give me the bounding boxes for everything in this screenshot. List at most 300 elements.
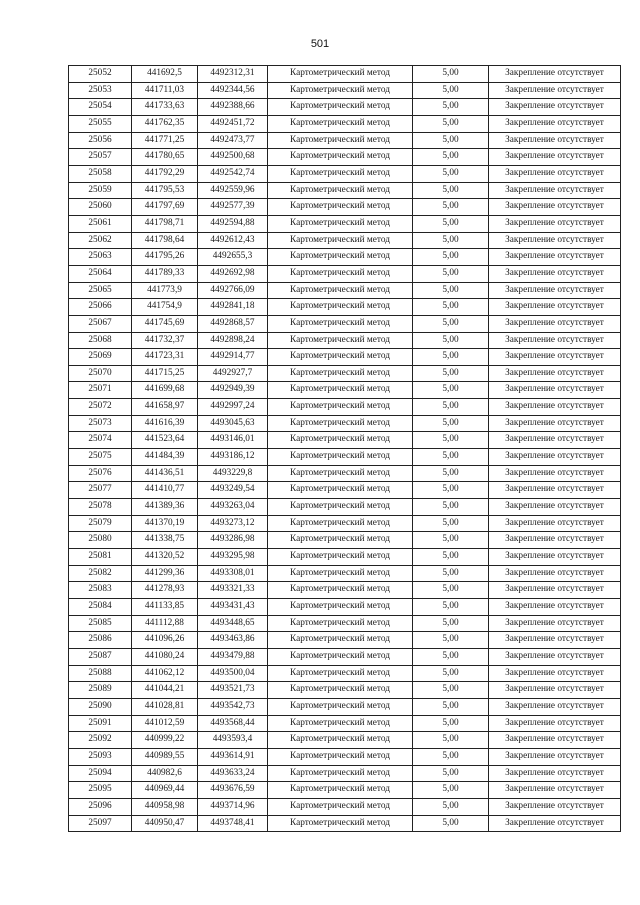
accuracy-cell: 5,00 bbox=[413, 482, 489, 499]
fixing-cell: Закрепление отсутствует bbox=[489, 698, 621, 715]
accuracy-cell: 5,00 bbox=[413, 415, 489, 432]
y-coordinate-cell: 4493676,59 bbox=[198, 782, 268, 799]
table-row bbox=[69, 332, 621, 349]
method-cell: Картометрический метод bbox=[268, 765, 413, 782]
point-number-cell: 25064 bbox=[69, 265, 132, 282]
accuracy-cell: 5,00 bbox=[413, 149, 489, 166]
point-number-cell: 25071 bbox=[69, 382, 132, 399]
table-row bbox=[69, 66, 621, 83]
method-cell: Картометрический метод bbox=[268, 315, 413, 332]
accuracy-cell: 5,00 bbox=[413, 782, 489, 799]
table-row bbox=[69, 665, 621, 682]
fixing-cell: Закрепление отсутствует bbox=[489, 315, 621, 332]
point-number-cell: 25065 bbox=[69, 282, 132, 299]
method-cell: Картометрический метод bbox=[268, 748, 413, 765]
table-row bbox=[69, 349, 621, 366]
point-number-cell: 25069 bbox=[69, 349, 132, 366]
table-body bbox=[69, 66, 621, 832]
accuracy-cell: 5,00 bbox=[413, 648, 489, 665]
method-cell: Картометрический метод bbox=[268, 582, 413, 599]
table-row bbox=[69, 132, 621, 149]
point-number-cell: 25070 bbox=[69, 365, 132, 382]
method-cell: Картометрический метод bbox=[268, 149, 413, 166]
x-coordinate-cell: 441732,37 bbox=[132, 332, 198, 349]
method-cell: Картометрический метод bbox=[268, 365, 413, 382]
fixing-cell: Закрепление отсутствует bbox=[489, 349, 621, 366]
accuracy-cell: 5,00 bbox=[413, 715, 489, 732]
accuracy-cell: 5,00 bbox=[413, 282, 489, 299]
x-coordinate-cell: 441692,5 bbox=[132, 66, 198, 83]
y-coordinate-cell: 4492927,7 bbox=[198, 365, 268, 382]
table-row bbox=[69, 265, 621, 282]
y-coordinate-cell: 4493448,65 bbox=[198, 615, 268, 632]
method-cell: Картометрический метод bbox=[268, 798, 413, 815]
accuracy-cell: 5,00 bbox=[413, 615, 489, 632]
accuracy-cell: 5,00 bbox=[413, 232, 489, 249]
fixing-cell: Закрепление отсутствует bbox=[489, 532, 621, 549]
fixing-cell: Закрепление отсутствует bbox=[489, 382, 621, 399]
point-number-cell: 25063 bbox=[69, 249, 132, 266]
accuracy-cell: 5,00 bbox=[413, 499, 489, 516]
point-number-cell: 25077 bbox=[69, 482, 132, 499]
fixing-cell: Закрепление отсутствует bbox=[489, 332, 621, 349]
method-cell: Картометрический метод bbox=[268, 382, 413, 399]
accuracy-cell: 5,00 bbox=[413, 265, 489, 282]
y-coordinate-cell: 4493286,98 bbox=[198, 532, 268, 549]
coordinates-table bbox=[68, 65, 621, 832]
accuracy-cell: 5,00 bbox=[413, 698, 489, 715]
table-row bbox=[69, 249, 621, 266]
y-coordinate-cell: 4493308,01 bbox=[198, 565, 268, 582]
accuracy-cell: 5,00 bbox=[413, 632, 489, 649]
x-coordinate-cell: 441484,39 bbox=[132, 449, 198, 466]
x-coordinate-cell: 441780,65 bbox=[132, 149, 198, 166]
table-row bbox=[69, 698, 621, 715]
table-row bbox=[69, 549, 621, 566]
fixing-cell: Закрепление отсутствует bbox=[489, 465, 621, 482]
accuracy-cell: 5,00 bbox=[413, 349, 489, 366]
point-number-cell: 25062 bbox=[69, 232, 132, 249]
fixing-cell: Закрепление отсутствует bbox=[489, 732, 621, 749]
method-cell: Картометрический метод bbox=[268, 399, 413, 416]
point-number-cell: 25093 bbox=[69, 748, 132, 765]
method-cell: Картометрический метод bbox=[268, 182, 413, 199]
point-number-cell: 25075 bbox=[69, 449, 132, 466]
x-coordinate-cell: 441012,59 bbox=[132, 715, 198, 732]
y-coordinate-cell: 4493431,43 bbox=[198, 599, 268, 616]
table-row bbox=[69, 365, 621, 382]
y-coordinate-cell: 4493273,12 bbox=[198, 515, 268, 532]
method-cell: Картометрический метод bbox=[268, 715, 413, 732]
point-number-cell: 25074 bbox=[69, 432, 132, 449]
point-number-cell: 25053 bbox=[69, 82, 132, 99]
x-coordinate-cell: 441715,25 bbox=[132, 365, 198, 382]
accuracy-cell: 5,00 bbox=[413, 315, 489, 332]
table-row bbox=[69, 782, 621, 799]
method-cell: Картометрический метод bbox=[268, 99, 413, 116]
point-number-cell: 25097 bbox=[69, 815, 132, 832]
y-coordinate-cell: 4492451,72 bbox=[198, 115, 268, 132]
point-number-cell: 25094 bbox=[69, 765, 132, 782]
fixing-cell: Закрепление отсутствует bbox=[489, 449, 621, 466]
x-coordinate-cell: 441299,36 bbox=[132, 565, 198, 582]
accuracy-cell: 5,00 bbox=[413, 582, 489, 599]
accuracy-cell: 5,00 bbox=[413, 815, 489, 832]
x-coordinate-cell: 441044,21 bbox=[132, 682, 198, 699]
y-coordinate-cell: 4492841,18 bbox=[198, 299, 268, 316]
table-row bbox=[69, 532, 621, 549]
method-cell: Картометрический метод bbox=[268, 265, 413, 282]
point-number-cell: 25058 bbox=[69, 165, 132, 182]
table-row bbox=[69, 165, 621, 182]
x-coordinate-cell: 441792,29 bbox=[132, 165, 198, 182]
x-coordinate-cell: 441771,25 bbox=[132, 132, 198, 149]
table-row bbox=[69, 182, 621, 199]
y-coordinate-cell: 4492914,77 bbox=[198, 349, 268, 366]
accuracy-cell: 5,00 bbox=[413, 665, 489, 682]
accuracy-cell: 5,00 bbox=[413, 165, 489, 182]
fixing-cell: Закрепление отсутствует bbox=[489, 798, 621, 815]
y-coordinate-cell: 4493249,54 bbox=[198, 482, 268, 499]
x-coordinate-cell: 441096,26 bbox=[132, 632, 198, 649]
point-number-cell: 25085 bbox=[69, 615, 132, 632]
method-cell: Картометрический метод bbox=[268, 532, 413, 549]
method-cell: Картометрический метод bbox=[268, 815, 413, 832]
method-cell: Картометрический метод bbox=[268, 232, 413, 249]
accuracy-cell: 5,00 bbox=[413, 449, 489, 466]
fixing-cell: Закрепление отсутствует bbox=[489, 615, 621, 632]
accuracy-cell: 5,00 bbox=[413, 549, 489, 566]
method-cell: Картометрический метод bbox=[268, 349, 413, 366]
x-coordinate-cell: 441773,9 bbox=[132, 282, 198, 299]
fixing-cell: Закрепление отсутствует bbox=[489, 249, 621, 266]
table-row bbox=[69, 515, 621, 532]
point-number-cell: 25054 bbox=[69, 99, 132, 116]
method-cell: Картометрический метод bbox=[268, 599, 413, 616]
accuracy-cell: 5,00 bbox=[413, 532, 489, 549]
x-coordinate-cell: 441523,64 bbox=[132, 432, 198, 449]
fixing-cell: Закрепление отсутствует bbox=[489, 665, 621, 682]
y-coordinate-cell: 4492344,56 bbox=[198, 82, 268, 99]
accuracy-cell: 5,00 bbox=[413, 365, 489, 382]
table-row bbox=[69, 315, 621, 332]
x-coordinate-cell: 441795,26 bbox=[132, 249, 198, 266]
point-number-cell: 25061 bbox=[69, 215, 132, 232]
method-cell: Картометрический метод bbox=[268, 648, 413, 665]
accuracy-cell: 5,00 bbox=[413, 82, 489, 99]
y-coordinate-cell: 4493500,04 bbox=[198, 665, 268, 682]
x-coordinate-cell: 441080,24 bbox=[132, 648, 198, 665]
x-coordinate-cell: 441370,19 bbox=[132, 515, 198, 532]
fixing-cell: Закрепление отсутствует bbox=[489, 549, 621, 566]
method-cell: Картометрический метод bbox=[268, 732, 413, 749]
fixing-cell: Закрепление отсутствует bbox=[489, 215, 621, 232]
fixing-cell: Закрепление отсутствует bbox=[489, 682, 621, 699]
point-number-cell: 25060 bbox=[69, 199, 132, 216]
fixing-cell: Закрепление отсутствует bbox=[489, 415, 621, 432]
point-number-cell: 25088 bbox=[69, 665, 132, 682]
fixing-cell: Закрепление отсутствует bbox=[489, 482, 621, 499]
method-cell: Картометрический метод bbox=[268, 282, 413, 299]
table-row bbox=[69, 632, 621, 649]
table-row bbox=[69, 815, 621, 832]
table-row bbox=[69, 115, 621, 132]
method-cell: Картометрический метод bbox=[268, 82, 413, 99]
fixing-cell: Закрепление отсутствует bbox=[489, 565, 621, 582]
accuracy-cell: 5,00 bbox=[413, 199, 489, 216]
fixing-cell: Закрепление отсутствует bbox=[489, 232, 621, 249]
point-number-cell: 25087 bbox=[69, 648, 132, 665]
fixing-cell: Закрепление отсутствует bbox=[489, 648, 621, 665]
x-coordinate-cell: 441410,77 bbox=[132, 482, 198, 499]
x-coordinate-cell: 441062,12 bbox=[132, 665, 198, 682]
method-cell: Картометрический метод bbox=[268, 165, 413, 182]
method-cell: Картометрический метод bbox=[268, 482, 413, 499]
method-cell: Картометрический метод bbox=[268, 299, 413, 316]
y-coordinate-cell: 4493263,04 bbox=[198, 499, 268, 516]
y-coordinate-cell: 4492949,39 bbox=[198, 382, 268, 399]
y-coordinate-cell: 4493542,73 bbox=[198, 698, 268, 715]
x-coordinate-cell: 441338,75 bbox=[132, 532, 198, 549]
x-coordinate-cell: 440958,98 bbox=[132, 798, 198, 815]
fixing-cell: Закрепление отсутствует bbox=[489, 632, 621, 649]
fixing-cell: Закрепление отсутствует bbox=[489, 115, 621, 132]
x-coordinate-cell: 440969,44 bbox=[132, 782, 198, 799]
fixing-cell: Закрепление отсутствует bbox=[489, 282, 621, 299]
table-row bbox=[69, 215, 621, 232]
method-cell: Картометрический метод bbox=[268, 132, 413, 149]
point-number-cell: 25072 bbox=[69, 399, 132, 416]
fixing-cell: Закрепление отсутствует bbox=[489, 399, 621, 416]
method-cell: Картометрический метод bbox=[268, 632, 413, 649]
method-cell: Картометрический метод bbox=[268, 782, 413, 799]
y-coordinate-cell: 4493045,63 bbox=[198, 415, 268, 432]
table-row bbox=[69, 648, 621, 665]
accuracy-cell: 5,00 bbox=[413, 399, 489, 416]
point-number-cell: 25096 bbox=[69, 798, 132, 815]
y-coordinate-cell: 4493479,88 bbox=[198, 648, 268, 665]
x-coordinate-cell: 440989,55 bbox=[132, 748, 198, 765]
table-row bbox=[69, 82, 621, 99]
point-number-cell: 25076 bbox=[69, 465, 132, 482]
method-cell: Картометрический метод bbox=[268, 665, 413, 682]
point-number-cell: 25090 bbox=[69, 698, 132, 715]
point-number-cell: 25073 bbox=[69, 415, 132, 432]
table-row bbox=[69, 299, 621, 316]
x-coordinate-cell: 441320,52 bbox=[132, 549, 198, 566]
point-number-cell: 25086 bbox=[69, 632, 132, 649]
table-row bbox=[69, 615, 621, 632]
y-coordinate-cell: 4492388,66 bbox=[198, 99, 268, 116]
table-row bbox=[69, 748, 621, 765]
point-number-cell: 25056 bbox=[69, 132, 132, 149]
point-number-cell: 25057 bbox=[69, 149, 132, 166]
fixing-cell: Закрепление отсутствует bbox=[489, 182, 621, 199]
y-coordinate-cell: 4492473,77 bbox=[198, 132, 268, 149]
x-coordinate-cell: 440982,6 bbox=[132, 765, 198, 782]
fixing-cell: Закрепление отсутствует bbox=[489, 165, 621, 182]
x-coordinate-cell: 441028,81 bbox=[132, 698, 198, 715]
y-coordinate-cell: 4493146,01 bbox=[198, 432, 268, 449]
method-cell: Картометрический метод bbox=[268, 565, 413, 582]
y-coordinate-cell: 4492692,98 bbox=[198, 265, 268, 282]
x-coordinate-cell: 441798,64 bbox=[132, 232, 198, 249]
method-cell: Картометрический метод bbox=[268, 332, 413, 349]
point-number-cell: 25082 bbox=[69, 565, 132, 582]
table-row bbox=[69, 465, 621, 482]
table-row bbox=[69, 482, 621, 499]
x-coordinate-cell: 441798,71 bbox=[132, 215, 198, 232]
accuracy-cell: 5,00 bbox=[413, 515, 489, 532]
page-number: 501 bbox=[310, 38, 330, 50]
table-row bbox=[69, 732, 621, 749]
y-coordinate-cell: 4493714,96 bbox=[198, 798, 268, 815]
accuracy-cell: 5,00 bbox=[413, 798, 489, 815]
table-row bbox=[69, 765, 621, 782]
method-cell: Картометрический метод bbox=[268, 549, 413, 566]
y-coordinate-cell: 4492500,68 bbox=[198, 149, 268, 166]
y-coordinate-cell: 4493463,86 bbox=[198, 632, 268, 649]
table-row bbox=[69, 99, 621, 116]
y-coordinate-cell: 4493521,73 bbox=[198, 682, 268, 699]
x-coordinate-cell: 441797,69 bbox=[132, 199, 198, 216]
point-number-cell: 25079 bbox=[69, 515, 132, 532]
table-row bbox=[69, 499, 621, 516]
fixing-cell: Закрепление отсутствует bbox=[489, 815, 621, 832]
x-coordinate-cell: 441795,53 bbox=[132, 182, 198, 199]
y-coordinate-cell: 4493321,33 bbox=[198, 582, 268, 599]
y-coordinate-cell: 4492997,24 bbox=[198, 399, 268, 416]
y-coordinate-cell: 4492612,43 bbox=[198, 232, 268, 249]
table-row bbox=[69, 199, 621, 216]
table-row bbox=[69, 232, 621, 249]
accuracy-cell: 5,00 bbox=[413, 215, 489, 232]
table-row bbox=[69, 565, 621, 582]
x-coordinate-cell: 441754,9 bbox=[132, 299, 198, 316]
fixing-cell: Закрепление отсутствует bbox=[489, 715, 621, 732]
y-coordinate-cell: 4493614,91 bbox=[198, 748, 268, 765]
y-coordinate-cell: 4493295,98 bbox=[198, 549, 268, 566]
accuracy-cell: 5,00 bbox=[413, 432, 489, 449]
accuracy-cell: 5,00 bbox=[413, 99, 489, 116]
y-coordinate-cell: 4492655,3 bbox=[198, 249, 268, 266]
point-number-cell: 25068 bbox=[69, 332, 132, 349]
table-row bbox=[69, 582, 621, 599]
accuracy-cell: 5,00 bbox=[413, 682, 489, 699]
method-cell: Картометрический метод bbox=[268, 515, 413, 532]
x-coordinate-cell: 441389,36 bbox=[132, 499, 198, 516]
fixing-cell: Закрепление отсутствует bbox=[489, 199, 621, 216]
y-coordinate-cell: 4492312,31 bbox=[198, 66, 268, 83]
table-row bbox=[69, 149, 621, 166]
fixing-cell: Закрепление отсутствует bbox=[489, 99, 621, 116]
y-coordinate-cell: 4493593,4 bbox=[198, 732, 268, 749]
method-cell: Картометрический метод bbox=[268, 415, 413, 432]
point-number-cell: 25066 bbox=[69, 299, 132, 316]
accuracy-cell: 5,00 bbox=[413, 765, 489, 782]
method-cell: Картометрический метод bbox=[268, 115, 413, 132]
x-coordinate-cell: 441699,68 bbox=[132, 382, 198, 399]
y-coordinate-cell: 4493229,8 bbox=[198, 465, 268, 482]
fixing-cell: Закрепление отсутствует bbox=[489, 432, 621, 449]
accuracy-cell: 5,00 bbox=[413, 732, 489, 749]
point-number-cell: 25089 bbox=[69, 682, 132, 699]
point-number-cell: 25080 bbox=[69, 532, 132, 549]
y-coordinate-cell: 4493633,24 bbox=[198, 765, 268, 782]
method-cell: Картометрический метод bbox=[268, 615, 413, 632]
x-coordinate-cell: 441133,85 bbox=[132, 599, 198, 616]
table-row bbox=[69, 382, 621, 399]
accuracy-cell: 5,00 bbox=[413, 182, 489, 199]
point-number-cell: 25052 bbox=[69, 66, 132, 83]
method-cell: Картометрический метод bbox=[268, 465, 413, 482]
y-coordinate-cell: 4492594,88 bbox=[198, 215, 268, 232]
table-row bbox=[69, 432, 621, 449]
fixing-cell: Закрепление отсутствует bbox=[489, 82, 621, 99]
y-coordinate-cell: 4492577,39 bbox=[198, 199, 268, 216]
fixing-cell: Закрепление отсутствует bbox=[489, 782, 621, 799]
x-coordinate-cell: 441436,51 bbox=[132, 465, 198, 482]
y-coordinate-cell: 4492766,09 bbox=[198, 282, 268, 299]
fixing-cell: Закрепление отсутствует bbox=[489, 582, 621, 599]
table-row bbox=[69, 682, 621, 699]
x-coordinate-cell: 441278,93 bbox=[132, 582, 198, 599]
fixing-cell: Закрепление отсутствует bbox=[489, 499, 621, 516]
point-number-cell: 25055 bbox=[69, 115, 132, 132]
x-coordinate-cell: 441733,63 bbox=[132, 99, 198, 116]
fixing-cell: Закрепление отсутствует bbox=[489, 515, 621, 532]
accuracy-cell: 5,00 bbox=[413, 115, 489, 132]
point-number-cell: 25084 bbox=[69, 599, 132, 616]
x-coordinate-cell: 441762,35 bbox=[132, 115, 198, 132]
method-cell: Картометрический метод bbox=[268, 215, 413, 232]
point-number-cell: 25092 bbox=[69, 732, 132, 749]
accuracy-cell: 5,00 bbox=[413, 599, 489, 616]
table-row bbox=[69, 449, 621, 466]
point-number-cell: 25059 bbox=[69, 182, 132, 199]
method-cell: Картометрический метод bbox=[268, 249, 413, 266]
y-coordinate-cell: 4492542,74 bbox=[198, 165, 268, 182]
point-number-cell: 25081 bbox=[69, 549, 132, 566]
point-number-cell: 25083 bbox=[69, 582, 132, 599]
method-cell: Картометрический метод bbox=[268, 698, 413, 715]
fixing-cell: Закрепление отсутствует bbox=[489, 299, 621, 316]
y-coordinate-cell: 4493186,12 bbox=[198, 449, 268, 466]
point-number-cell: 25091 bbox=[69, 715, 132, 732]
x-coordinate-cell: 441723,31 bbox=[132, 349, 198, 366]
method-cell: Картометрический метод bbox=[268, 432, 413, 449]
x-coordinate-cell: 441789,33 bbox=[132, 265, 198, 282]
coordinates-table-container bbox=[68, 65, 620, 832]
x-coordinate-cell: 441711,03 bbox=[132, 82, 198, 99]
y-coordinate-cell: 4492868,57 bbox=[198, 315, 268, 332]
x-coordinate-cell: 441745,69 bbox=[132, 315, 198, 332]
accuracy-cell: 5,00 bbox=[413, 748, 489, 765]
table-row bbox=[69, 715, 621, 732]
fixing-cell: Закрепление отсутствует bbox=[489, 599, 621, 616]
table-row bbox=[69, 282, 621, 299]
x-coordinate-cell: 441658,97 bbox=[132, 399, 198, 416]
fixing-cell: Закрепление отсутствует bbox=[489, 149, 621, 166]
fixing-cell: Закрепление отсутствует bbox=[489, 265, 621, 282]
fixing-cell: Закрепление отсутствует bbox=[489, 765, 621, 782]
accuracy-cell: 5,00 bbox=[413, 465, 489, 482]
accuracy-cell: 5,00 bbox=[413, 66, 489, 83]
method-cell: Картометрический метод bbox=[268, 66, 413, 83]
table-row bbox=[69, 399, 621, 416]
method-cell: Картометрический метод bbox=[268, 499, 413, 516]
point-number-cell: 25067 bbox=[69, 315, 132, 332]
